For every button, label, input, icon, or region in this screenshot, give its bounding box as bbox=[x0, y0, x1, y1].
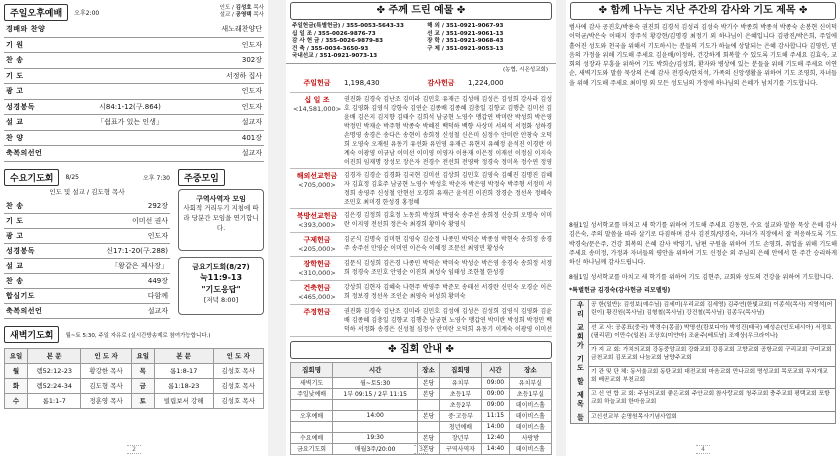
prayer-title: ✤ 함께 나누는 지난 주간의 감사와 기도 제목 ✤ bbox=[570, 2, 836, 20]
table-cell: 데이비스홀 bbox=[509, 410, 551, 421]
offering-name: 건축헌금 bbox=[303, 283, 331, 292]
table-cell: 롬1:8-17 bbox=[154, 363, 213, 378]
donor-names: 강상희 김현자 김혜숙 나현주 박영주 박준모 송태선 서경란 신민숙 오경순 이은희 정보경 정선옥 조인순 최영숙 허성희 황미숙 bbox=[344, 283, 552, 300]
table-header: 본 문 bbox=[28, 348, 81, 363]
offering-label bbox=[290, 235, 344, 254]
offering-label bbox=[290, 95, 344, 166]
account-line: 주일헌금(특별헌금) / 355-0053-5643-33 bbox=[292, 23, 404, 29]
prayer-row bbox=[571, 411, 836, 424]
offering-row bbox=[290, 257, 552, 281]
offering-row bbox=[290, 93, 552, 169]
offering-row bbox=[290, 75, 552, 93]
offering-row bbox=[290, 233, 552, 257]
special-offering: *특별헌금 김경숙(감사헌금 리모델링) bbox=[569, 287, 671, 294]
table-cell: 14:40 bbox=[482, 443, 510, 454]
table-cell: 렘52:24-34 bbox=[28, 378, 81, 393]
order-label: 성경봉독 bbox=[6, 246, 36, 255]
service-time: 오후2:00 bbox=[74, 9, 100, 17]
table-cell: 구역사역자 bbox=[439, 443, 481, 454]
order-item bbox=[4, 274, 170, 289]
order-label: 설 교 bbox=[6, 118, 24, 127]
friday-prayer-box: 금요기도회(8/27) 눅11:9-13 "기도응답" [저녁 8:00] bbox=[178, 257, 264, 315]
leader-info: 인도 / 김성호 목사 설교 / 공영택 목사 bbox=[219, 5, 264, 18]
table-cell: 데이비스홀 bbox=[509, 399, 551, 410]
prayer-item: 선 교 사: 공종표(중국) 박경수(몽골) 박명선(캄보디아) 박성진(태국) 배성순(인도네시아) 서정호(필리핀) 이만수(일본) 조상호(미얀마) 조윤주(베트남) 조재상(우크라이나) bbox=[589, 322, 836, 344]
table-cell bbox=[333, 421, 418, 432]
offering-amount: 1,224,000 bbox=[468, 79, 504, 88]
service-time: 오후 7:30 bbox=[143, 175, 170, 182]
offering-amount: <205,000> bbox=[298, 244, 336, 253]
order-label: 기 도 bbox=[6, 71, 24, 80]
order-person: 302장 bbox=[241, 56, 262, 65]
table-cell: 1부 09:15 / 2부 11:15 bbox=[333, 388, 418, 399]
offering-label bbox=[290, 211, 344, 230]
donor-names: 김군식 김명숙 김미현 김영숙 김순정 나종민 박덕순 박종성 박현숙 송희정 송경주 송주선 안영순 이미연 이은숙 이혜정 조문선 최영민 황성숙 bbox=[344, 235, 552, 252]
table-cell: 중·고등부 bbox=[439, 410, 481, 421]
table-row bbox=[291, 410, 552, 421]
table-cell: 14:00 bbox=[333, 410, 418, 421]
order-item bbox=[4, 244, 170, 259]
offering-label bbox=[290, 307, 344, 334]
offering-name: 해외선교헌금 bbox=[296, 171, 338, 180]
meeting-table bbox=[290, 362, 552, 455]
table-header: 인 도 자 bbox=[213, 348, 264, 363]
page-number: 3 bbox=[286, 445, 556, 454]
offering-title: ✤ 주께 드린 예물 ✤ bbox=[290, 2, 552, 20]
order-person: 「왕같은 제사장」 bbox=[111, 261, 168, 270]
table-header: 장소 bbox=[418, 362, 440, 377]
table-cell: 오후예배 bbox=[291, 410, 333, 421]
order-person: 401장 bbox=[241, 133, 262, 142]
account-line: 십 일 조 / 355-0026-9876-73 bbox=[292, 30, 376, 37]
table-cell: 황강한 목사 bbox=[81, 363, 131, 378]
table-cell: 화 bbox=[5, 378, 28, 393]
order-text: 「쉼표가 있는 인생」 bbox=[97, 118, 163, 127]
prayer-item: 고 신 연 합 교 회: 주님의교회 좋은교회 주안교회 참사랑교회 청주교회 충주교회 평택교회 포항교회 하늘교회 한마음교회 bbox=[589, 389, 836, 411]
table-header: 집회명 bbox=[439, 362, 481, 377]
order-label: 광 고 bbox=[6, 231, 24, 240]
page-number: 4 bbox=[566, 445, 840, 454]
table-cell: 금 bbox=[131, 378, 154, 393]
table-cell: 본당 bbox=[418, 443, 440, 454]
order-label: 축복의선언 bbox=[6, 149, 43, 158]
order-person: 설교자 bbox=[241, 118, 262, 127]
cell-leader-box: 구역사역자 모임 사회적 거리두기 지침에 따라 당분간 모임을 연기합니다. bbox=[178, 189, 264, 251]
offering-name: 주일헌금 bbox=[303, 79, 331, 88]
table-cell: 데이비스홀 bbox=[509, 443, 551, 454]
order-person: 인도자 bbox=[241, 87, 262, 96]
table-cell: 장년부 bbox=[439, 432, 481, 443]
account-line: 선 교 / 351-0921-9061-13 bbox=[427, 30, 504, 37]
prayer-item: 고신선교부 순명원목사기념사업회 bbox=[589, 411, 836, 424]
offering-row bbox=[290, 305, 552, 337]
account-info bbox=[286, 23, 556, 64]
table-row bbox=[291, 399, 552, 410]
order-label: 기 도 bbox=[6, 216, 24, 225]
order-person: 이미선 권사 bbox=[131, 216, 168, 225]
offering-row bbox=[290, 169, 552, 209]
account-line: 해 외 / 351-0921-9067-93 bbox=[427, 23, 504, 29]
order-item bbox=[4, 22, 264, 38]
table-cell: 09:00 bbox=[482, 388, 510, 399]
bank-note: (농협, 시온성교회) bbox=[503, 66, 548, 73]
order-person: 449장 bbox=[147, 276, 168, 285]
thanks-paragraph-2: 8월1일 성서학교를 마치고 새 학기를 위하여 기도해 주세요 김동현, 수요 설교와 말씀 묵상 은혜 감사 김은숙, 주의 말씀을 따라 살기로 다짐하며 감사 김진희/양경숙, 자녀가 직장에서 잘 적응하도록 기도 박경숙/문은주, 건강 회복의 은혜 감사 박영기, 남편 구원을 위하여 기도 손영희, 취업을 위해 기도해 주세요 송미정, 가정과 자녀들의 평안을 위하여 기도 신정순 외 주님의 은혜 안에서 한 주간 승리하게 하신 하나님께 감사드립니다. bbox=[569, 222, 837, 266]
table-cell: 월~토5:30 bbox=[333, 377, 418, 388]
table-cell: 유치부 bbox=[439, 377, 481, 388]
table-header: 요일 bbox=[5, 348, 28, 363]
offering-label bbox=[290, 283, 344, 302]
donor-names: 김은경 김정희 김효정 노동희 박성희 박영숙 송주선 송희정 신승희 오명숙 이미란 이지영 전선희 정은숙 최경희 황미숙 황영식 bbox=[344, 211, 552, 228]
order-item bbox=[4, 259, 170, 274]
table-cell: 수요예배 bbox=[291, 432, 333, 443]
donor-names: 김문식 김성희 김은경 나종민 박덕순 박미숙 박성순 박은영 송경숙 송희정 서정희 정경숙 조민호 안영순 이진희 최성숙 임태성 조한철 한성경 bbox=[344, 259, 552, 276]
offering-label bbox=[290, 171, 344, 206]
table-cell: 토 bbox=[131, 393, 154, 408]
order-label: 광 고 bbox=[6, 87, 24, 96]
wed-leader: 인도 및 설교 / 김도형 목사 bbox=[49, 187, 125, 196]
order-label: 찬 송 bbox=[6, 276, 24, 285]
prayer-table bbox=[570, 299, 836, 424]
table-cell: 김성호 목사 bbox=[213, 363, 264, 378]
table-cell: 롬1:18-23 bbox=[154, 378, 213, 393]
table-cell: 목 bbox=[131, 363, 154, 378]
account-line: 구 제 / 351-0921-9053-13 bbox=[427, 45, 504, 52]
table-cell: 주일낮예배 bbox=[291, 388, 333, 399]
section-title: 주일오후예배 bbox=[4, 4, 68, 21]
table-cell: 김성호 목사 bbox=[213, 393, 264, 408]
offering-name: 장학헌금 bbox=[303, 259, 331, 268]
order-item bbox=[4, 69, 264, 85]
table-header: 시간 bbox=[482, 362, 510, 377]
table-row bbox=[5, 393, 264, 408]
dawn-note: 월~토 5:30, 주일 자유로 (실시간방송제로 참여가능합니다.) bbox=[65, 332, 211, 339]
order-item bbox=[4, 84, 264, 100]
prayer-row bbox=[571, 344, 836, 366]
donor-names: 김경자 김경순 김경화 김국현 김미선 김상희 김민호 김영숙 김혜진 김명진 김혜자 김효정 김효주 남궁현 노영수 박성호 박순자 박은영 박정숙 박주형 서정미 서정희 송영주 신성철 안현선 오경희 유재근 윤석진 이진희 장경순 정선옥 정혜숙 조민호 최미경 한성경 홍정혜 bbox=[344, 171, 552, 206]
order-person: 292장 bbox=[147, 201, 168, 210]
table-row bbox=[5, 378, 264, 393]
table-cell: 19:30 bbox=[333, 432, 418, 443]
dawn-header bbox=[4, 327, 264, 343]
offering-amount: 1,198,430 bbox=[344, 79, 380, 88]
wednesday-order-list bbox=[4, 199, 170, 319]
table-cell: 본당 bbox=[418, 410, 440, 421]
table-row bbox=[291, 388, 552, 399]
order-item bbox=[4, 304, 170, 319]
offering-amount: <705,000> bbox=[298, 180, 336, 189]
order-person: 설교자 bbox=[147, 306, 168, 315]
prayer-item: 가 지 교 회: 가치의교회 강동중앙교회 강화교회 강릉교회 고향교회 공항교회 구리교회 구미교회 금천교회 김포교회 나눔교회 남양주교회 bbox=[589, 344, 836, 366]
thanks-paragraph-3: 8월1일 성서학교를 마치고 새 학기를 위하여 기도 김현주, 교회와 성도의 건강을 위하여 기도합니다. bbox=[569, 274, 834, 281]
order-person: 설교자 bbox=[241, 149, 262, 158]
table-cell: 초등1부 bbox=[439, 388, 481, 399]
table-cell: 본당 bbox=[418, 432, 440, 443]
dawn-schedule-table bbox=[4, 348, 264, 409]
weekday-header bbox=[178, 170, 264, 186]
order-person: 새노래찬양단 bbox=[221, 25, 262, 34]
order-person: 서정하 집사 bbox=[225, 71, 262, 80]
order-label: 경배와 찬양 bbox=[6, 25, 46, 34]
offering-name: 구제헌금 bbox=[303, 235, 331, 244]
table-cell: 매월3주/20:00 bbox=[333, 443, 418, 454]
donor-names: 권진화 김경숙 김난조 김미라 김민호 김성애 김성은 김성희 김영식 김영화 김윤배 김종혜 김충일 김향교 김행춘 남궁현 노영수 맹갑연 박미란 박성희 박정민 백덕하 서정화 송경은 신성철 심정수 안미란 오덕희 유동기 이계숙 이광영 이미선 bbox=[344, 307, 552, 333]
table-cell: 유치부실 bbox=[509, 377, 551, 388]
service-date: 8/25 bbox=[65, 174, 79, 181]
meeting-title: ✤ 집회 안내 ✤ bbox=[290, 341, 552, 359]
prayer-item: 공 한(일반): 김성보(예수님) 김세미(우리교회 김세영) 김주연(한빛교회) 이종석(목사) 지영석(어린이) 황진원(목사님) 김형철(목사님) 강건철(목사님) 김종두(목사님) bbox=[589, 300, 836, 322]
order-person: 인도자 bbox=[147, 231, 168, 240]
order-label: 설 교 bbox=[6, 261, 24, 270]
order-item bbox=[4, 229, 170, 244]
offering-amount: <14,581,000> bbox=[292, 104, 342, 113]
page-3 bbox=[286, 0, 556, 456]
offering-name: 북방선교헌금 bbox=[296, 211, 338, 220]
table-cell: 빌립보서 강해 bbox=[154, 393, 213, 408]
page-2 bbox=[0, 0, 268, 456]
table-header: 장소 bbox=[509, 362, 551, 377]
table-cell: 사랑방 bbox=[509, 432, 551, 443]
table-cell: 본당 bbox=[418, 377, 440, 388]
table-cell: 데이비스홀 bbox=[509, 421, 551, 432]
sunday-afternoon-header bbox=[4, 4, 264, 20]
table-cell: 렘52:12-23 bbox=[28, 363, 81, 378]
order-text: 시84:1-12(구.864) bbox=[99, 102, 161, 111]
sunday-order-list bbox=[4, 22, 264, 162]
table-row bbox=[291, 377, 552, 388]
prayer-row bbox=[571, 389, 836, 411]
order-label: 찬 양 bbox=[6, 133, 24, 142]
offering-name: 십 일 조 bbox=[304, 95, 330, 104]
table-cell: 정훈영 목사 bbox=[81, 393, 131, 408]
thanks-paragraph-1: 범사에 감사 공진호/박용숙 권진희 김경석 김성리 김성숙 박기수 박종희 박종석 박종숙 손봉현 신이덕 이덕균/박은숙 이태지 장주석 황강현/김명경 최정기 외 하나님이 은혜입니다 김광진/박은희, 주일에 흩어진 성도와 천국을 위해서 기도하시는 분들의 기도가 하늘에 상달되는 은혜 감사합니다 김영인, 믿음의 가정을 위해 기도해 주세요 김윤배/이정하, 건강하게 회복할 수 있도록 기도해 주세요 김효숙, 교회의 성장과 부흥을 위하여 기도 박희순/김성희, 환자와 병상에 있는 분들을 위해 기도해 주세요 이연순, 새벽기도와 말씀 묵상의 은혜 감사 전경숙/한치석, 가족의 신앙생활을 위하여 기도 조영희, 자녀들을 위해 기도해 주세요 최미영 외 모든 성도님의 가정에 하나님의 은혜가 넘치기를 기도합니다. bbox=[569, 24, 837, 87]
prayer-row bbox=[571, 367, 836, 389]
order-item bbox=[4, 131, 264, 147]
table-header: 시간 bbox=[333, 362, 418, 377]
table-cell: 새벽기도 bbox=[291, 377, 333, 388]
order-person: 인도자 bbox=[241, 40, 262, 49]
table-cell bbox=[418, 399, 440, 410]
table-cell: 김도형 목사 bbox=[81, 378, 131, 393]
table-cell: 14:00 bbox=[482, 421, 510, 432]
prayer-row bbox=[571, 322, 836, 344]
offering-amount: <393,000> bbox=[298, 220, 336, 229]
page-number: 2 bbox=[0, 445, 268, 454]
order-item bbox=[4, 214, 170, 229]
table-cell: 수 bbox=[5, 393, 28, 408]
table-cell: 초등2부 bbox=[439, 399, 481, 410]
table-cell: 09:00 bbox=[482, 399, 510, 410]
offering-name: 주정헌금 bbox=[303, 307, 331, 316]
wednesday-header bbox=[4, 170, 170, 186]
order-item bbox=[4, 199, 170, 214]
table-cell: 본당 bbox=[418, 388, 440, 399]
table-row bbox=[291, 421, 552, 432]
table-cell: 11:15 bbox=[482, 410, 510, 421]
table-cell bbox=[291, 421, 333, 432]
order-person: 다함께 bbox=[147, 291, 168, 300]
order-item bbox=[4, 146, 264, 162]
table-cell: 09:00 bbox=[482, 377, 510, 388]
table-cell: 월 bbox=[5, 363, 28, 378]
prayer-label: 우리 교회가 기도 할 제목 들 bbox=[571, 300, 589, 424]
table-cell: 김성호 목사 bbox=[213, 378, 264, 393]
account-line: 장 학 / 351-0921-9068-43 bbox=[427, 38, 504, 45]
offering-list bbox=[286, 75, 556, 337]
prayer-item: 기 관 및 단 체: 동서울교회 동탄교회 대전교회 마음교회 만나교회 명성교회 목포교회 무지개교회 배곧교회 부천교회 bbox=[589, 367, 836, 389]
order-label: 찬 송 bbox=[6, 201, 24, 210]
order-item bbox=[4, 53, 264, 69]
account-line: 국내선교 / 351-0921-9073-13 bbox=[292, 53, 378, 60]
order-item bbox=[4, 100, 264, 116]
order-person: 신17:1-20(구.288) bbox=[106, 246, 168, 255]
offering-row bbox=[290, 281, 552, 305]
order-item bbox=[4, 289, 170, 304]
table-header: 집회명 bbox=[291, 362, 333, 377]
table-cell: 초등1부실 bbox=[509, 388, 551, 399]
offering-amount: <465,000> bbox=[298, 292, 336, 301]
account-line: 감 사 헌 금 / 355-0026-9879-83 bbox=[292, 38, 383, 45]
table-cell: 금요기도회 bbox=[291, 443, 333, 454]
table-header: 인 도 자 bbox=[81, 348, 131, 363]
donor-names: 권진화 김경숙 김난조 김미라 김민호 유재근 김성애 김성은 김성희 강사라 김성호 김영화 김영식 강항숙 김연순 김종배 김종혜 김충일 김향교 김행춘 김미선 김윤배 김은지 김지향 김태수 김희석 남궁현 노영수 맹갑연 박미란 박성희 박은영 박정민 박재순 박주형 박종숙 박혜진 백덕하 백향 사상미 서의석 서정화 성하경 손명영 송경은 송다은 송현이 송희정 신성철 신은미 심정수 안미란 안창숙 오덕희 오영숙 오재원 유동기 유선화 유인영 유재근 유현지 유혜정 윤석진 이경란 이계숙 이광영 이규남 이미선 이미영 이영자 이용재 이은정 이재선 이정심 이지숙 이진희 임재명 장성모 장은자 전경수 전선희 전영락 정경숙 정미옥 정수연 정영 bbox=[344, 95, 552, 166]
table-cell: 롬1:1-7 bbox=[28, 393, 81, 408]
order-label: 성경봉독 bbox=[6, 102, 36, 111]
order-item bbox=[4, 38, 264, 54]
table-header: 본 문 bbox=[154, 348, 213, 363]
offering-name: 감사헌금 bbox=[427, 79, 455, 88]
order-label: 합심기도 bbox=[6, 291, 36, 300]
table-cell bbox=[291, 399, 333, 410]
table-cell: 12:40 bbox=[482, 432, 510, 443]
table-cell bbox=[418, 421, 440, 432]
account-line: 건 축 / 355-0034-3650-93 bbox=[292, 45, 369, 52]
table-header: 요일 bbox=[131, 348, 154, 363]
table-row bbox=[291, 432, 552, 443]
order-item bbox=[4, 115, 264, 131]
section-title: 새벽기도회 bbox=[4, 326, 59, 343]
table-cell: 청년예배 bbox=[439, 421, 481, 432]
prayer-row bbox=[571, 300, 836, 322]
offering-row bbox=[290, 209, 552, 233]
table-cell bbox=[333, 399, 418, 410]
order-label: 축복의선언 bbox=[6, 306, 43, 315]
table-row bbox=[5, 363, 264, 378]
section-title: 주중모임 bbox=[178, 169, 225, 186]
order-label: 기 원 bbox=[6, 40, 24, 49]
page-4 bbox=[566, 0, 840, 456]
order-person: 인도자 bbox=[241, 102, 262, 111]
offering-amount: <310,000> bbox=[298, 268, 336, 277]
offering-label bbox=[290, 259, 344, 278]
order-label: 찬 송 bbox=[6, 56, 24, 65]
section-title: 수요기도회 bbox=[4, 169, 59, 186]
